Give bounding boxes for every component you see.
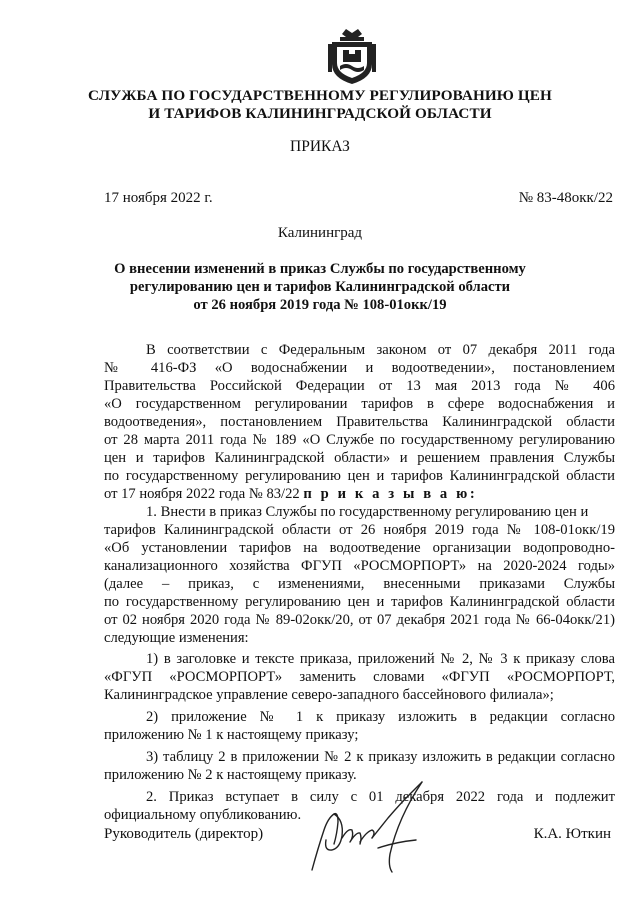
organization-name-line1: СЛУЖБА ПО ГОСУДАРСТВЕННОМУ РЕГУЛИРОВАНИЮ ЦЕН (88, 87, 552, 104)
item-line: «Об установлении тарифов на водоотведение организации водопроводно- (104, 540, 615, 556)
document-type: ПРИКАЗ (290, 138, 350, 155)
body-line: водоотведения», постановлением Правительства Калининградской области (104, 414, 615, 430)
item-line: 1. Внести в приказ Службы по государственному регулированию цен и (146, 504, 589, 520)
body-line: Правительства Российской Федерации от 13 мая 2013 года № 406 (104, 378, 615, 394)
body-line: В соответствии с Федеральным законом от 07 декабря 2011 года (146, 342, 615, 358)
body-line-text: от 17 ноября 2022 года № 83/22 (104, 486, 300, 502)
item-line: канализационного хозяйства ФГУП «РОСМОРПОРТ» на 2020-2024 годы» (104, 558, 615, 574)
body-line: от 28 марта 2011 года № 189 «О Службе по государственному регулированию (104, 432, 615, 448)
signatory-role: Руководитель (директор) (104, 826, 264, 842)
item-line: следующие изменения: (104, 630, 249, 646)
subitem-line: Калининградское управление северо-западного бассейнового филиала»; (104, 687, 554, 703)
item-line: официальному опубликованию. (104, 807, 302, 823)
subitem-line: 3) таблицу 2 в приложении № 2 к приказу изложить в редакции согласно (146, 749, 615, 765)
subitem-line: приложению № 2 к настоящему приказу. (104, 767, 357, 783)
document-title-line1: О внесении изменений в приказ Службы по государственному (114, 261, 526, 277)
document-city: Калининград (277, 225, 363, 241)
body-line: «О государственном регулировании тарифов в сфере водоснабжения и (104, 396, 615, 412)
body-line: по государственному регулированию цен и тарифов Калининградской области (104, 468, 615, 484)
handwritten-signature (298, 778, 448, 876)
organization-name-line2: И ТАРИФОВ КАЛИНИНГРАДСКОЙ ОБЛАСТИ (148, 105, 492, 122)
document-title-line2: регулированию цен и тарифов Калининградской области (129, 279, 511, 295)
subitem-line: приложению № 1 к настоящему приказу; (104, 727, 359, 743)
subitem-line: 2) приложение № 1 к приказу изложить в редакции согласно (146, 709, 615, 725)
body-line: № 416-ФЗ «О водоснабжении и водоотведении», постановлением (104, 360, 615, 376)
subitem-line: «ФГУП «РОСМОРПОРТ» заменить словами «ФГУП «РОСМОРПОРТ, (104, 669, 615, 685)
item-line: по государственному регулированию цен и тарифов Калининградской области (104, 594, 615, 610)
document-title-line3: от 26 ноября 2019 года № 108-01окк/19 (193, 297, 447, 313)
decree-word: п р и к а з ы в а ю: (303, 486, 478, 502)
body-line-last (104, 486, 615, 504)
document-date: 17 ноября 2022 г. (104, 190, 213, 206)
body-line: цен и тарифов Калининградской области» и решением правления Службы (104, 450, 615, 466)
signatory-name: К.А. Юткин (533, 826, 611, 842)
item-line: от 02 ноября 2020 года № 89-02окк/20, от 07 декабря 2021 года № 66-04окк/21) (104, 612, 615, 628)
item-line: 2. Приказ вступает в силу с 01 декабря 2022 года и подлежит (146, 789, 615, 805)
document-number: № 83-48окк/22 (518, 190, 613, 206)
coat-of-arms-icon (328, 28, 376, 86)
subitem-line: 1) в заголовке и тексте приказа, приложений № 2, № 3 к приказу слова (146, 651, 615, 667)
item-line: (далее – приказ, с изменениями, внесенными приказами Службы (104, 576, 615, 592)
item-line: тарифов Калининградской области от 26 ноября 2019 года № 108-01окк/19 (104, 522, 615, 538)
